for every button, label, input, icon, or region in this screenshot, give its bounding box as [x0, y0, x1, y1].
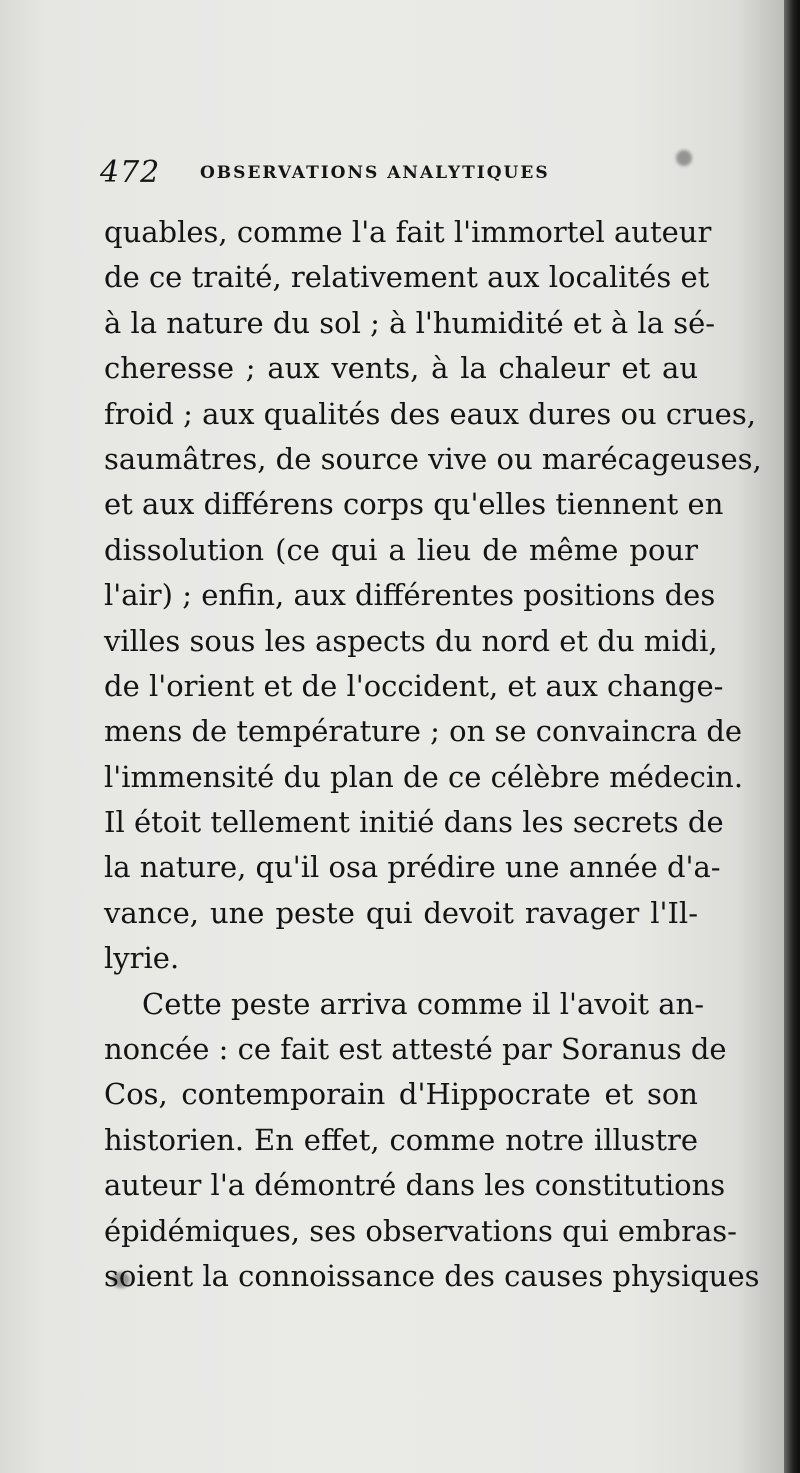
text-line: épidémiques, ses observations qui embras-	[104, 1213, 737, 1248]
text-line: l'immensité du plan de ce célèbre médecin.	[104, 759, 744, 794]
text-line: à la nature du sol ; à l'humidité et à la sé-	[104, 305, 716, 340]
text-line: quables, comme l'a fait l'immortel auteur	[104, 215, 712, 249]
text-line: vance, une peste qui devoit ravager l'Il-	[104, 895, 698, 930]
text-line: Cos, contemporain d'Hippocrate et son	[104, 1077, 698, 1112]
text-line: l'air) ; enfin, aux différentes positions des	[104, 578, 716, 613]
text-line: historien. En effet, comme notre illustre	[104, 1122, 698, 1157]
running-title: OBSERVATIONS ANALYTIQUES	[200, 163, 550, 183]
text-line: villes sous les aspects du nord et du midi,	[104, 623, 718, 658]
text-line: la nature, qu'il osa prédire une année d'a-	[104, 850, 721, 885]
text-line: de ce traité, relativement aux localités et	[104, 260, 710, 295]
page-edge-shadow	[784, 0, 800, 1473]
text-line: lyrie.	[104, 941, 180, 976]
text-line: mens de température ; on se convaincra de	[104, 714, 743, 749]
text-line: auteur l'a démontré dans les constitutions	[104, 1168, 726, 1203]
page-header	[100, 155, 700, 195]
text-line: noncée : ce fait est attesté par Soranus de	[104, 1032, 727, 1067]
page-number: 472	[100, 155, 161, 190]
body-text	[104, 210, 762, 1299]
text-line: Cette peste arriva comme il l'avoit an-	[142, 986, 705, 1021]
paragraph	[104, 982, 760, 1300]
text-line: et aux différens corps qu'elles tiennent en	[104, 487, 724, 522]
text-line: de l'orient et de l'occident, et aux change-	[104, 668, 724, 703]
text-line: cheresse ; aux vents, à la chaleur et au	[104, 351, 698, 386]
text-line: saumâtres, de source vive ou marécageuses,	[104, 441, 762, 476]
text-line: soient la connoissance des causes physiques	[104, 1258, 760, 1293]
text-line: dissolution (ce qui a lieu de même pour	[104, 532, 698, 567]
text-line: froid ; aux qualités des eaux dures ou crues,	[104, 396, 756, 431]
paragraph	[104, 210, 762, 982]
text-line: Il étoit tellement initié dans les secrets de	[104, 805, 724, 840]
